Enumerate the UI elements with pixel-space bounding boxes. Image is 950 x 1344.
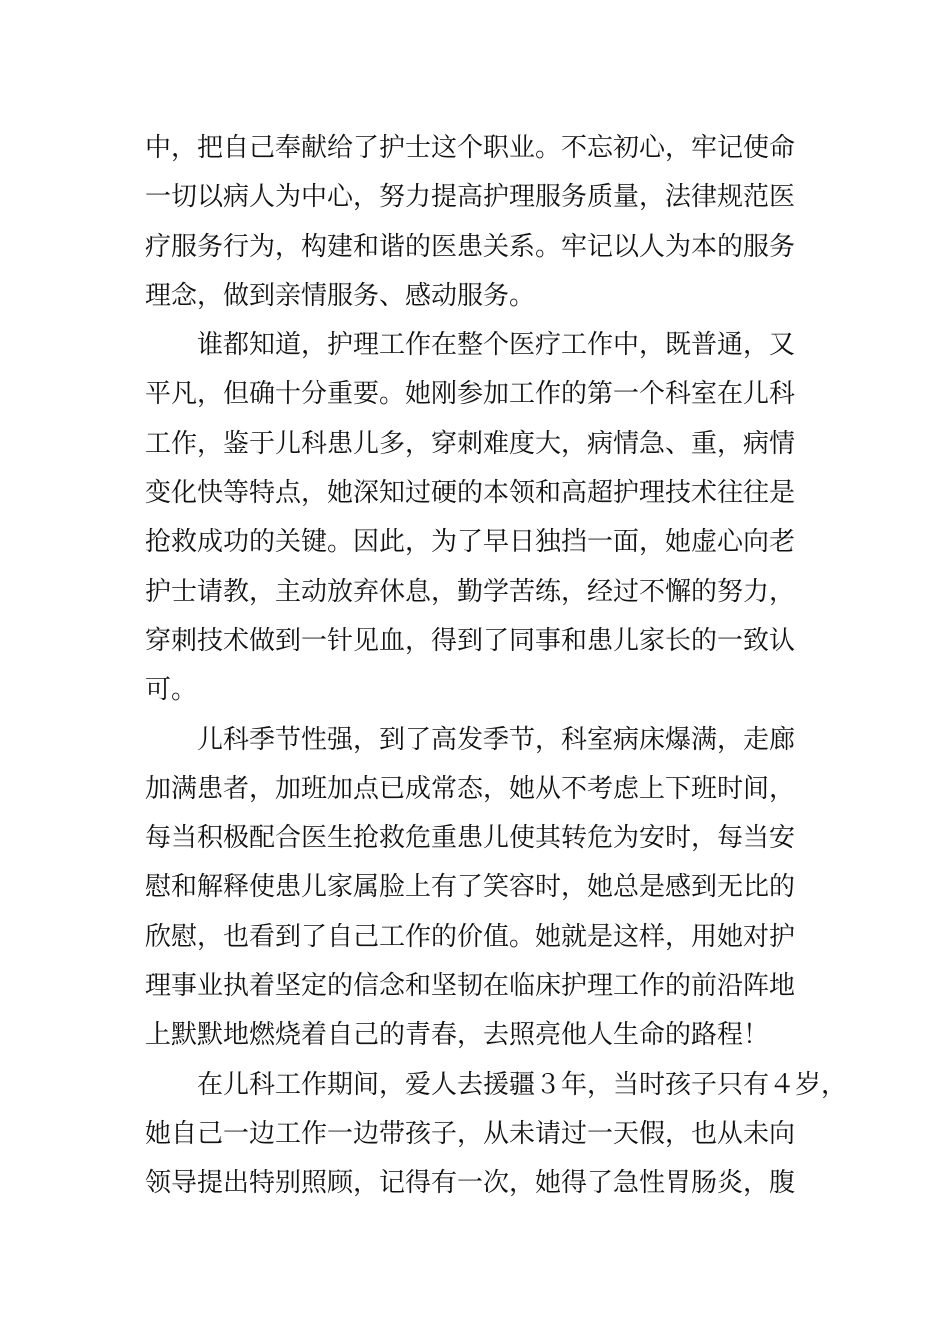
paragraph-4 [145,1061,848,1209]
text-line: 谁都知道，护理工作在整个医疗工作中，既普通，又 [197,330,796,361]
text-line: 护士请教，主动放弃休息，勤学苦练，经过不懈的努力， [145,576,796,607]
text-line: 变化快等特点，她深知过硬的本领和高超护理技术往往是 [145,478,796,509]
text-line: 中，把自己奉献给了护士这个职业。不忘初心，牢记使命 [145,133,796,163]
text-line: 儿科季节性强，到了高发季节，科室病床爆满，走廊 [197,724,796,755]
text-line: 可。 [145,675,198,706]
paragraph-3 [145,716,835,1061]
paragraph-2 [145,321,835,715]
text-line: 欣慰，也看到了自己工作的价值。她就是这样，用她对护 [145,921,796,952]
text-line: 工作，鉴于儿科患儿多，穿刺难度大，病情急、重，病情 [145,428,796,459]
text-line: 每当积极配合医生抢救危重患儿使其转危为安时，每当安 [145,823,796,854]
text-line: 在儿科工作期间，爱人去援疆３年，当时孩子只有４岁， [197,1069,848,1100]
text-line: 抢救成功的关键。因此，为了早日独挡一面，她虚心向老 [145,527,796,558]
text-line: 领导提出特别照顾，记得有一次，她得了急性胃肠炎，腹 [145,1168,796,1199]
document-body [145,124,848,1209]
text-line: 慰和解释使患儿家属脸上有了笑容时，她总是感到无比的 [145,872,796,903]
text-line: 理念，做到亲情服务、感动服务。 [145,280,536,311]
text-line: 平凡，但确十分重要。她刚参加工作的第一个科室在儿科 [145,379,796,410]
text-line: 穿刺技术做到一针见血，得到了同事和患儿家长的一致认 [145,625,796,656]
paragraph-1 [145,124,835,321]
text-line: 一切以病人为中心，努力提高护理服务质量，法律规范医 [145,182,796,213]
text-line: 加满患者，加班加点已成常态，她从不考虑上下班时间， [145,773,796,804]
text-line: 她自己一边工作一边带孩子，从未请过一天假，也从未向 [145,1118,796,1149]
text-line: 理事业执着坚定的信念和坚韧在临床护理工作的前沿阵地 [145,971,796,1002]
text-line: 上默默地燃烧着自己的青春，去照亮他人生命的路程！ [145,1020,770,1051]
text-line: 疗服务行为，构建和谐的医患关系。牢记以人为本的服务 [145,231,796,262]
